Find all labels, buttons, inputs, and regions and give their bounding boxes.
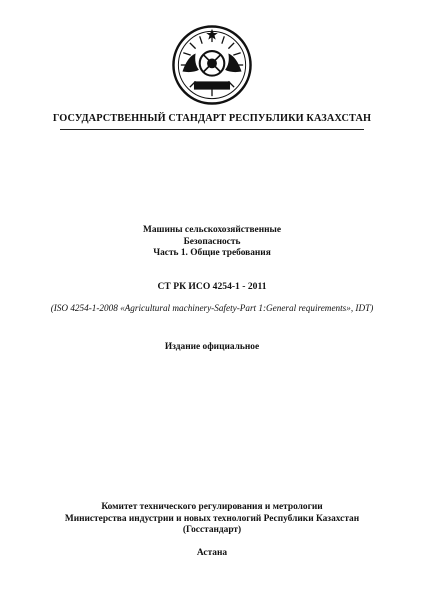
iso-reference: (ISO 4254-1-2008 «Agricultural machinery-Safety-Part 1:General requirements», IDT) [50, 303, 374, 313]
publisher-line: Комитет технического регулирования и метрологии [101, 502, 323, 512]
publisher-line: (Госстандарт) [182, 525, 242, 536]
standard-number: СТ РК ИСО 4254-1 - 2011 [157, 281, 267, 292]
publisher-block [0, 502, 424, 537]
page-header-title: ГОСУДАРСТВЕННЫЙ СТАНДАРТ РЕСПУБЛИКИ КАЗАХСТАН [52, 113, 372, 124]
document-title [0, 225, 424, 260]
edition-label: Издание официальное [164, 342, 260, 352]
title-line: Часть 1. Общие требования [153, 248, 271, 258]
publication-city: Астана [196, 548, 228, 558]
title-line: Безопасность [183, 236, 241, 247]
header-divider [60, 129, 364, 130]
kazakhstan-state-emblem-icon [171, 24, 253, 106]
publisher-line: Министерства индустрии и новых технологий Республики Казахстан [64, 513, 360, 524]
title-line: Машины сельскохозяйственные [143, 225, 281, 235]
